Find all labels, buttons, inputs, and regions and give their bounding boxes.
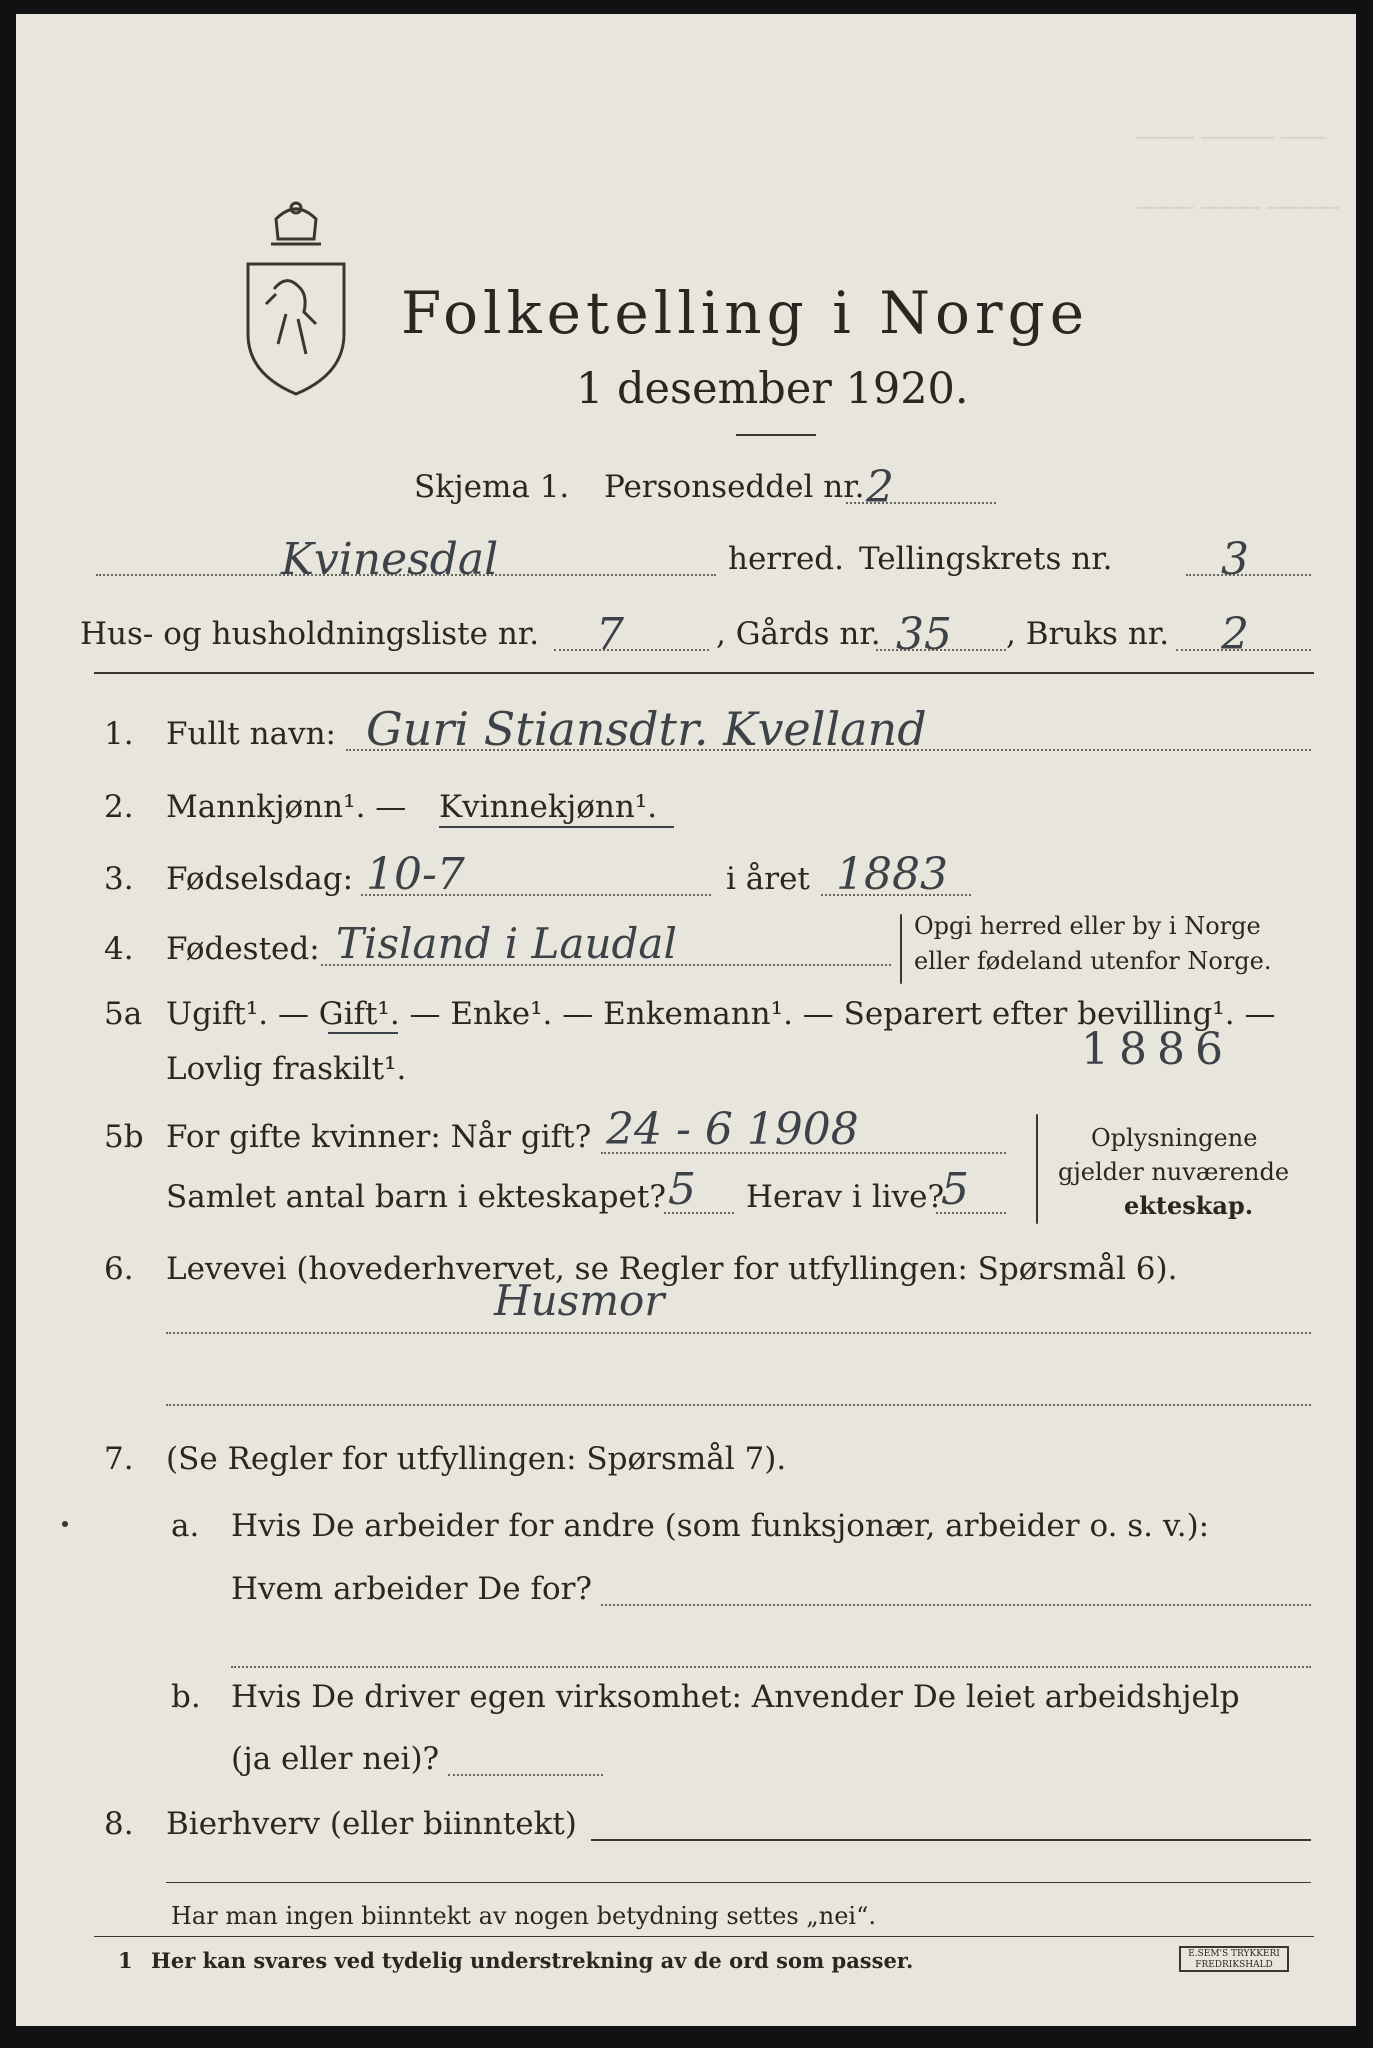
- skjema-label: Skjema 1.: [414, 469, 570, 505]
- kvinne-underline: [439, 826, 674, 828]
- title-divider: [736, 434, 816, 436]
- full-name-value[interactable]: Guri Stiansdtr. Kvelland: [366, 702, 927, 756]
- birth-year-value[interactable]: 1883: [836, 849, 948, 900]
- husholdningsliste-label: Hus- og husholdningsliste nr.: [80, 616, 540, 652]
- footnote-text: Her kan svares ved tydelig understrekning av de ord som passer.: [151, 1948, 914, 1973]
- q4-note-1: Opgi herred eller by i Norge: [914, 912, 1261, 940]
- birthplace-value[interactable]: Tisland i Laudal: [336, 919, 677, 968]
- q5b-brace: [1036, 1114, 1038, 1224]
- q6-number: 6.: [104, 1251, 134, 1287]
- birthday-value[interactable]: 10-7: [366, 849, 465, 900]
- q7a-employer-line[interactable]: [601, 1604, 1311, 1606]
- married-date-value[interactable]: 24 - 6 1908: [606, 1104, 859, 1155]
- q5a-number: 5a: [104, 996, 143, 1032]
- q5b-note-3: [1058, 1191, 1254, 1220]
- q7a-employer-label: Hvem arbeider De for?: [231, 1571, 593, 1607]
- q2-kvinne-option[interactable]: Kvinnekjønn¹.: [439, 789, 658, 825]
- q5a-options[interactable]: Ugift¹. — Gift¹. — Enke¹. — Enkemann¹. — Separert efter bevilling¹. —: [166, 996, 1276, 1032]
- footnote-number: 1: [118, 1948, 133, 1973]
- q5a-fraskilt-option[interactable]: Lovlig fraskilt¹.: [166, 1051, 407, 1087]
- gards-value[interactable]: 35: [896, 609, 952, 660]
- q1-label: Fullt navn:: [166, 716, 336, 752]
- bleed-through-text: ──── ───── ───: [1136, 124, 1325, 152]
- alive-label: Herav i live?: [746, 1179, 945, 1215]
- q8-line[interactable]: [591, 1839, 1311, 1841]
- tellingskrets-label: Tellingskrets nr.: [859, 541, 1113, 577]
- q5b-note-1: Oplysningene: [1091, 1124, 1258, 1152]
- printer-stamp: E.SEM'S TRYKKERI FREDRIKSHALD: [1179, 1946, 1289, 1972]
- tellingskrets-value[interactable]: 3: [1221, 534, 1249, 585]
- q4-number: 4.: [104, 931, 134, 967]
- q2-mann-option[interactable]: Mannkjønn¹. —: [166, 789, 407, 825]
- coat-of-arms-icon: [236, 194, 356, 404]
- footer-divider: [166, 1882, 1311, 1883]
- q1-number: 1.: [104, 716, 134, 752]
- q7-number: 7.: [104, 1441, 134, 1477]
- bleed-through-text: ──── ──── ─────: [1136, 194, 1340, 222]
- q8-label: Bierhverv (eller biinntekt): [166, 1806, 577, 1842]
- occupation-line-1: [166, 1332, 1311, 1334]
- q5b-note-2: gjelder nuværende: [1058, 1158, 1290, 1186]
- alive-value[interactable]: 5: [941, 1164, 969, 1215]
- children-label: Samlet antal barn i ekteskapet?: [166, 1179, 666, 1215]
- form-date: 1 desember 1920.: [576, 364, 969, 414]
- q7b-question: Hvis De driver egen virksomhet: Anvender De leiet arbeidshjelp: [231, 1679, 1240, 1715]
- q7a-employer-line-2[interactable]: [231, 1666, 1311, 1668]
- personseddel-label: Personseddel nr.: [604, 469, 865, 505]
- birth-year-label: i året: [726, 861, 810, 897]
- q7b-letter: b.: [171, 1679, 201, 1715]
- gards-label: , Gårds nr.: [716, 616, 881, 652]
- q7a-question: Hvis De arbeider for andre (som funksjonær, arbeider o. s. v.):: [231, 1508, 1210, 1544]
- q5b-note-3-text: ekteskap.: [1124, 1191, 1254, 1220]
- bruks-value[interactable]: 2: [1221, 609, 1249, 660]
- gift-underline: [328, 1032, 398, 1034]
- children-value[interactable]: 5: [668, 1164, 696, 1215]
- q5b-label: For gifte kvinner: Når gift?: [166, 1119, 592, 1155]
- q5b-number: 5b: [104, 1119, 144, 1155]
- form-title: Folketelling i Norge: [401, 279, 1090, 347]
- header-divider: [94, 672, 1314, 674]
- herred-label: herred.: [728, 541, 844, 577]
- q4-note-2: eller fødeland utenfor Norge.: [914, 947, 1272, 975]
- q7b-answer-label: (ja eller nei)?: [231, 1741, 440, 1777]
- footer-note: Har man ingen biinntekt av nogen betydning settes „nei“.: [171, 1902, 876, 1930]
- occupation-value[interactable]: Husmor: [494, 1276, 665, 1325]
- bruks-label: , Bruks nr.: [1006, 616, 1170, 652]
- footnote-divider: [94, 1936, 1314, 1937]
- q8-number: 8.: [104, 1806, 134, 1842]
- census-form: [16, 14, 1356, 2026]
- q4-label: Fødested:: [166, 931, 320, 967]
- q7a-letter: a.: [171, 1508, 200, 1544]
- q3-label: Fødselsdag:: [166, 861, 354, 897]
- personseddel-value[interactable]: 2: [866, 462, 894, 513]
- q4-brace: [900, 914, 902, 984]
- q7-label: (Se Regler for utfyllingen: Spørsmål 7).: [166, 1441, 787, 1477]
- q5a-annotation: 1886: [1081, 1024, 1233, 1075]
- q6-label: Levevei (hovederhvervet, se Regler for utfyllingen: Spørsmål 6).: [166, 1251, 1178, 1287]
- husholdningsliste-line: [554, 649, 709, 651]
- q7b-answer-line[interactable]: [448, 1774, 603, 1776]
- margin-dot: [62, 1521, 68, 1527]
- occupation-line-2: [166, 1404, 1311, 1406]
- q2-number: 2.: [104, 789, 134, 825]
- herred-value[interactable]: Kvinesdal: [281, 534, 499, 585]
- husholdningsliste-value[interactable]: 7: [596, 609, 624, 660]
- q3-number: 3.: [104, 861, 134, 897]
